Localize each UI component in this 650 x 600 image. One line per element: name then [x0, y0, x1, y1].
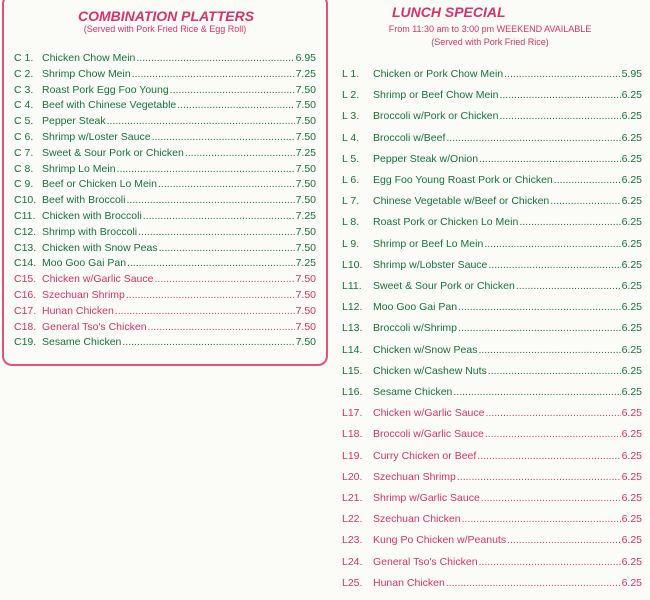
- item-price: 6.25: [621, 195, 642, 208]
- item-code: C 1.: [14, 52, 34, 64]
- lunch-menu-item: [342, 301, 642, 315]
- lunch-hours: From 11:30 am to 3:00 pm WEEKEND AVAILABLE: [388, 24, 592, 34]
- item-name: Chicken w/Cashew Nuts: [373, 364, 487, 377]
- item-code: L23.: [342, 534, 363, 547]
- lunch-menu-item: [342, 322, 642, 336]
- item-code: L10.: [342, 258, 363, 271]
- item-name: Shrimp or Beef Chow Mein: [373, 89, 499, 102]
- lunch-menu-item: [342, 238, 642, 252]
- dot-leader: [148, 321, 295, 333]
- item-name: Chinese Vegetable w/Beef or Chicken: [373, 195, 550, 208]
- dot-leader: [117, 163, 295, 175]
- item-price: 7.25: [295, 257, 316, 270]
- combination-menu-item: [14, 147, 316, 161]
- dot-leader: [185, 147, 295, 159]
- lunch-menu-item: [342, 471, 642, 485]
- combination-menu-item: [14, 257, 316, 271]
- dot-leader: [126, 194, 294, 206]
- lunch-menu-item: [342, 68, 642, 82]
- item-price: 6.25: [621, 364, 642, 377]
- item-code: C12.: [14, 225, 37, 238]
- dot-leader: [516, 280, 621, 292]
- item-price: 7.50: [295, 241, 316, 254]
- item-name: Broccoli w/Garlic Sauce: [373, 428, 484, 441]
- item-name: Pepper Steak w/Onion: [373, 152, 479, 165]
- item-name: Shrimp or Beef Lo Mein: [373, 237, 484, 250]
- item-price: 6.25: [621, 131, 642, 144]
- item-name: Beef with Broccoli: [42, 194, 126, 207]
- item-code: C 8.: [14, 162, 34, 175]
- dot-leader: [138, 226, 294, 238]
- combination-menu-item: [14, 52, 316, 66]
- item-price: 6.25: [621, 237, 642, 250]
- item-code: L13.: [342, 322, 363, 335]
- item-price: 7.50: [295, 162, 316, 175]
- combination-menu-item: [14, 99, 316, 113]
- dot-leader: [519, 216, 620, 228]
- item-code: L 5.: [342, 152, 360, 165]
- dot-leader: [488, 259, 620, 271]
- dot-leader: [485, 407, 620, 419]
- item-code: L11.: [342, 280, 362, 292]
- item-price: 7.50: [295, 320, 316, 333]
- dot-leader: [159, 242, 295, 254]
- item-name: Hunan Chicken: [42, 304, 114, 317]
- item-price: 6.25: [621, 301, 642, 314]
- dot-leader: [453, 386, 620, 398]
- lunch-menu-item: [342, 492, 642, 506]
- item-code: C17.: [14, 304, 37, 317]
- item-code: L 9.: [342, 237, 360, 250]
- combination-menu-item: [14, 289, 316, 303]
- lunch-menu-item: [342, 365, 642, 379]
- dot-leader: [107, 115, 295, 127]
- item-name: Chicken Chow Mein: [42, 52, 136, 64]
- item-price: 7.50: [295, 336, 316, 349]
- item-code: L 4.: [342, 131, 360, 144]
- item-name: Shrimp Lo Mein: [42, 162, 116, 175]
- dot-leader: [177, 99, 294, 111]
- item-price: 7.25: [295, 67, 316, 80]
- lunch-menu-item: [342, 407, 642, 421]
- lunch-title: LUNCH SPECIAL: [392, 4, 506, 20]
- item-name: Sesame Chicken: [42, 336, 122, 349]
- item-price: 7.50: [295, 273, 316, 286]
- dot-leader: [462, 513, 621, 525]
- item-code: C15.: [14, 273, 37, 286]
- item-price: 7.50: [295, 289, 316, 301]
- item-code: C 6.: [14, 131, 34, 143]
- dot-leader: [458, 322, 621, 334]
- dot-leader: [132, 68, 295, 80]
- lunch-menu-item: [342, 280, 642, 294]
- combination-menu-item: [14, 242, 316, 256]
- item-name: Egg Foo Young Roast Pork or Chicken: [373, 174, 553, 186]
- combination-menu-item: [14, 84, 316, 98]
- item-name: Moo Goo Gai Pan: [373, 301, 458, 314]
- combination-menu-item: [14, 68, 316, 82]
- item-code: C16.: [14, 289, 37, 301]
- lunch-menu-item: [342, 132, 642, 146]
- item-price: 6.25: [621, 534, 642, 547]
- item-code: C 5.: [14, 115, 34, 128]
- item-price: 7.50: [295, 178, 316, 191]
- item-code: L17.: [342, 407, 363, 420]
- dot-leader: [485, 428, 621, 440]
- item-code: C18.: [14, 320, 37, 333]
- dot-leader: [152, 131, 295, 143]
- item-code: L12.: [342, 301, 363, 314]
- item-code: C 9.: [14, 178, 34, 191]
- combination-menu-item: [14, 115, 316, 129]
- item-price: 6.25: [621, 428, 642, 441]
- item-code: L 7.: [342, 195, 360, 208]
- item-code: C10.: [14, 194, 37, 207]
- item-price: 7.50: [295, 131, 316, 143]
- item-price: 6.25: [621, 555, 642, 568]
- item-name: Beef or Chicken Lo Mein: [42, 178, 157, 191]
- item-price: 6.25: [621, 280, 642, 292]
- combination-menu-item: [14, 336, 316, 350]
- combination-menu-item: [14, 226, 316, 240]
- item-price: 6.95: [295, 52, 316, 64]
- item-name: General Tso's Chicken: [42, 320, 147, 333]
- item-name: Chicken with Snow Peas: [42, 241, 158, 254]
- dot-leader: [158, 178, 295, 190]
- dot-leader: [115, 305, 295, 317]
- item-price: 7.50: [295, 115, 316, 128]
- item-code: C 2.: [14, 67, 34, 80]
- dot-leader: [477, 450, 620, 462]
- dot-leader: [507, 534, 620, 546]
- item-price: 7.50: [295, 83, 316, 96]
- lunch-menu-item: [342, 577, 642, 591]
- item-name: Kung Po Chicken w/Peanuts: [373, 534, 507, 547]
- item-name: Shrimp w/Garlic Sauce: [373, 492, 480, 504]
- combination-menu-item: [14, 131, 316, 145]
- lunch-menu-item: [342, 216, 642, 230]
- item-name: Sweet & Sour Pork or Chicken: [42, 146, 184, 159]
- combination-menu-item: [14, 273, 316, 287]
- item-name: Shrimp Chow Mein: [42, 67, 131, 80]
- lunch-menu-item: [342, 89, 642, 103]
- item-price: 6.25: [621, 407, 642, 420]
- lunch-menu-item: [342, 153, 642, 167]
- lunch-menu-item: [342, 428, 642, 442]
- item-price: 6.25: [621, 576, 642, 589]
- item-name: Broccoli w/Shrimp: [373, 322, 458, 335]
- item-name: Chicken w/Garlic Sauce: [42, 273, 154, 286]
- item-code: L20.: [342, 470, 363, 483]
- item-name: Pepper Steak: [42, 115, 106, 128]
- item-name: Szechuan Shrimp: [42, 289, 125, 301]
- item-name: Chicken with Broccoli: [42, 210, 142, 222]
- item-code: L19.: [342, 449, 363, 462]
- dot-leader: [499, 89, 620, 101]
- dot-leader: [488, 365, 621, 377]
- item-price: 7.25: [295, 146, 316, 159]
- dot-leader: [478, 344, 620, 356]
- combination-menu-item: [14, 321, 316, 335]
- dot-leader: [457, 471, 621, 483]
- item-price: 6.25: [621, 492, 642, 504]
- dot-leader: [127, 257, 295, 269]
- dot-leader: [446, 132, 620, 144]
- item-code: L 2.: [342, 89, 360, 102]
- combination-title: COMBINATION PLATTERS: [78, 8, 255, 24]
- item-name: Roast Pork Egg Foo Young: [42, 83, 169, 96]
- item-code: C14.: [14, 257, 37, 270]
- item-name: Szechuan Chicken: [373, 513, 461, 526]
- item-price: 5.95: [621, 68, 642, 80]
- item-code: L25.: [342, 576, 363, 589]
- dot-leader: [481, 492, 621, 504]
- item-price: 6.25: [621, 513, 642, 526]
- dot-leader: [446, 577, 621, 589]
- item-price: 6.25: [621, 174, 642, 186]
- lunch-menu-item: [342, 259, 642, 273]
- item-code: L22.: [342, 513, 363, 526]
- item-code: L21.: [342, 492, 363, 504]
- item-code: L 8.: [342, 216, 360, 229]
- item-price: 7.50: [295, 304, 316, 317]
- item-price: 6.25: [621, 386, 642, 398]
- item-price: 6.25: [621, 110, 642, 123]
- item-name: Chicken w/Garlic Sauce: [373, 407, 485, 420]
- dot-leader: [479, 556, 621, 568]
- lunch-menu-item: [342, 344, 642, 358]
- item-price: 6.25: [621, 343, 642, 356]
- combination-menu-item: [14, 305, 316, 319]
- item-code: L24.: [342, 555, 363, 568]
- item-name: Chicken or Pork Chow Mein: [373, 68, 504, 80]
- dot-leader: [122, 336, 294, 348]
- lunch-menu-item: [342, 195, 642, 209]
- dot-leader: [154, 273, 294, 285]
- item-code: L 6.: [342, 174, 360, 186]
- item-name: Moo Goo Gai Pan: [42, 257, 127, 270]
- item-price: 6.25: [621, 258, 642, 271]
- dot-leader: [143, 210, 295, 222]
- dot-leader: [484, 238, 620, 250]
- lunch-menu-item: [342, 386, 642, 400]
- item-code: L16.: [342, 386, 363, 398]
- item-price: 6.25: [621, 470, 642, 483]
- item-name: Sesame Chicken: [373, 386, 453, 398]
- dot-leader: [170, 84, 295, 96]
- item-name: Hunan Chicken: [373, 576, 445, 589]
- lunch-menu-item: [342, 556, 642, 570]
- item-price: 6.25: [621, 322, 642, 335]
- item-code: C 4.: [14, 99, 34, 112]
- item-name: Roast Pork or Chicken Lo Mein: [373, 216, 519, 229]
- item-code: C 7.: [14, 146, 34, 159]
- item-code: C19.: [14, 336, 37, 349]
- item-name: Broccoli w/Beef: [373, 131, 446, 144]
- item-name: Beef with Chinese Vegetable: [42, 99, 177, 112]
- combination-subtitle: (Served with Pork Fried Rice & Egg Roll): [83, 24, 247, 34]
- dot-leader: [458, 301, 621, 313]
- combination-menu-item: [14, 178, 316, 192]
- item-name: Szechuan Shrimp: [373, 470, 456, 483]
- lunch-menu-item: [342, 174, 642, 188]
- item-name: Sweet & Sour Pork or Chicken: [373, 280, 515, 292]
- item-name: Shrimp w/Lobster Sauce: [373, 258, 488, 271]
- item-price: 6.25: [621, 449, 642, 462]
- item-price: 7.50: [295, 225, 316, 238]
- item-price: 7.25: [295, 210, 316, 222]
- dot-leader: [136, 52, 294, 64]
- dot-leader: [550, 195, 620, 207]
- item-code: C13.: [14, 241, 37, 254]
- item-name: Chicken w/Snow Peas: [373, 343, 478, 356]
- combination-menu-item: [14, 210, 316, 224]
- lunch-menu-item: [342, 110, 642, 124]
- lunch-menu-item: [342, 513, 642, 527]
- item-code: L 3.: [342, 110, 360, 123]
- item-price: 6.25: [621, 152, 642, 165]
- dot-leader: [479, 153, 621, 165]
- dot-leader: [499, 110, 620, 122]
- item-code: L 1.: [342, 68, 360, 80]
- item-name: Curry Chicken or Beef: [373, 449, 477, 462]
- item-code: L15.: [342, 364, 363, 377]
- item-code: L18.: [342, 428, 363, 441]
- item-price: 6.25: [621, 216, 642, 229]
- item-name: Shrimp with Broccoli: [42, 225, 138, 238]
- dot-leader: [126, 289, 295, 301]
- lunch-subtitle: (Served with Pork Fried Rice): [431, 37, 549, 47]
- item-price: 7.50: [295, 99, 316, 112]
- item-price: 6.25: [621, 89, 642, 102]
- item-name: Shrimp w/Loster Sauce: [42, 131, 151, 143]
- item-code: C11.: [14, 210, 36, 222]
- dot-leader: [504, 68, 620, 80]
- item-code: L14.: [342, 343, 363, 356]
- item-name: Broccoli w/Pork or Chicken: [373, 110, 499, 123]
- item-price: 7.50: [295, 194, 316, 207]
- lunch-menu-item: [342, 534, 642, 548]
- dot-leader: [554, 174, 621, 186]
- combination-menu-item: [14, 194, 316, 208]
- lunch-menu-item: [342, 450, 642, 464]
- item-name: General Tso's Chicken: [373, 555, 478, 568]
- item-code: C 3.: [14, 83, 34, 96]
- combination-menu-item: [14, 163, 316, 177]
